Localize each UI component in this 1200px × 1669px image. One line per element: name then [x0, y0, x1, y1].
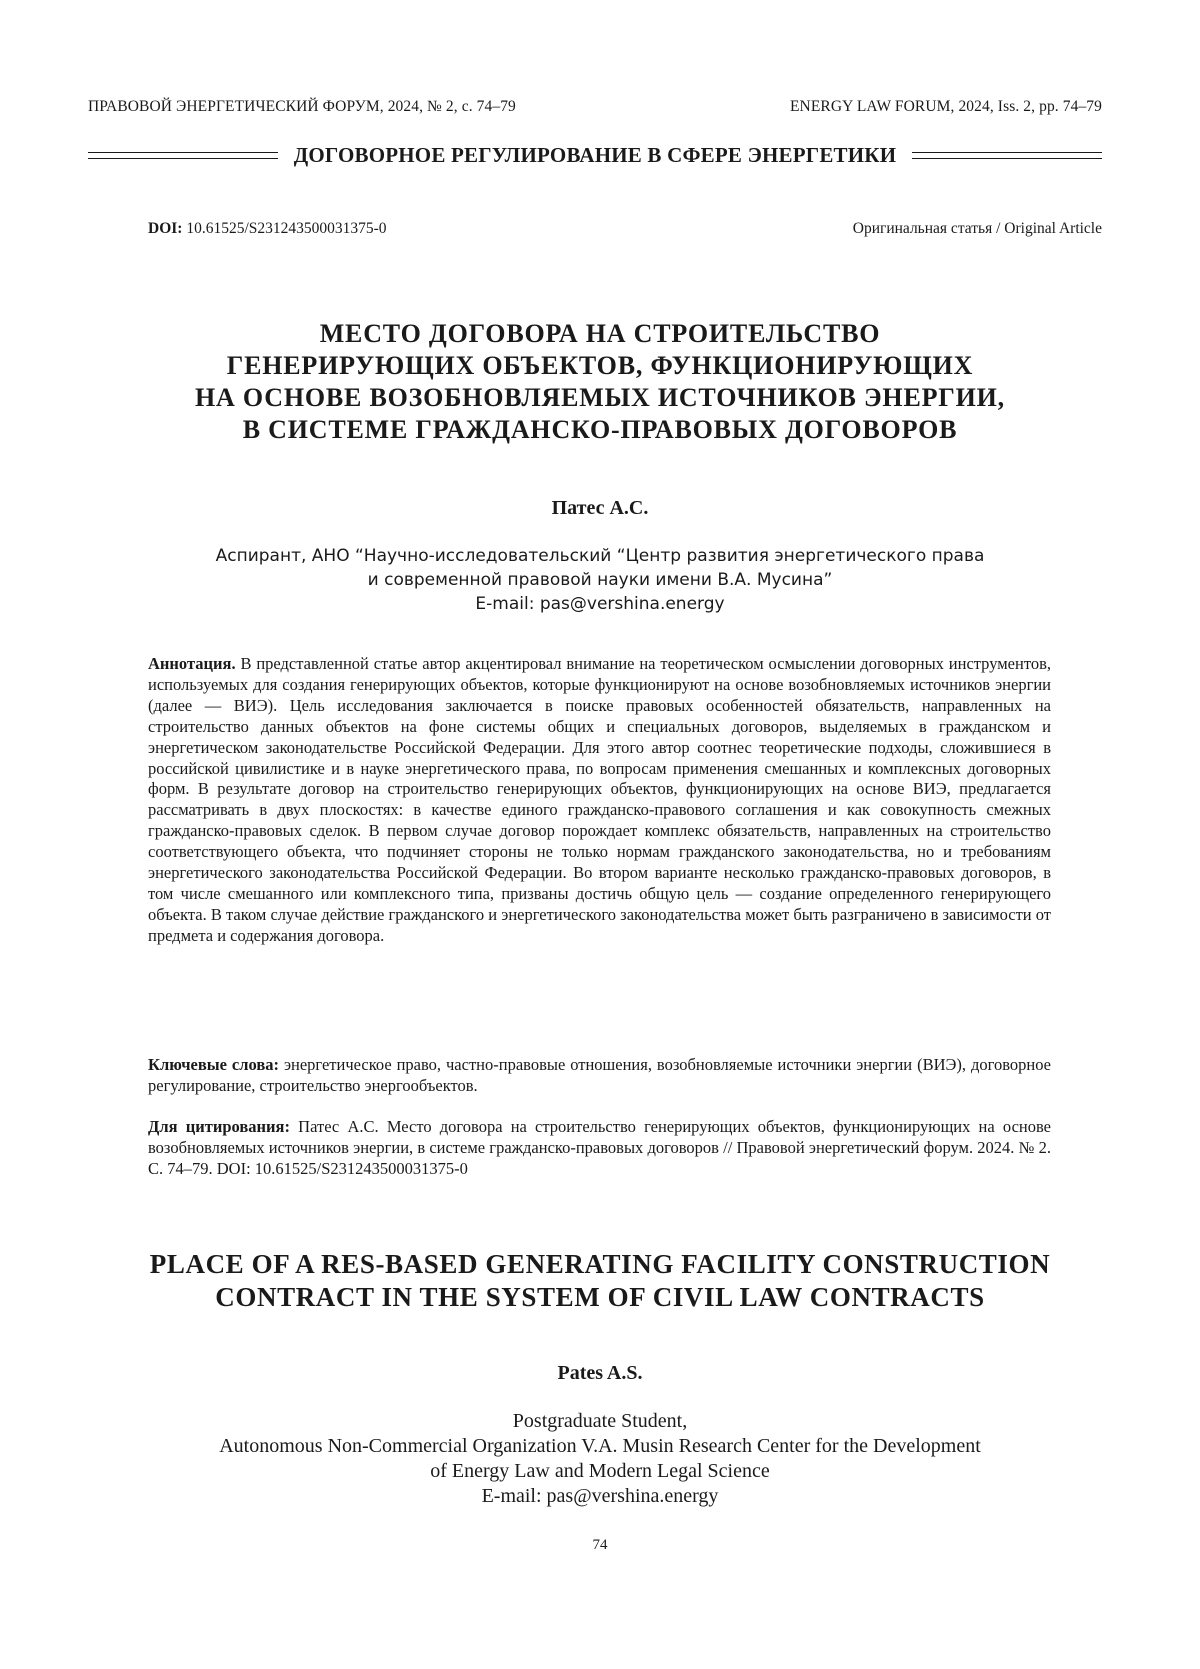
affiliation-en-line: of Energy Law and Modern Legal Science: [430, 1460, 770, 1482]
doi-value: 10.61525/S231243500031375-0: [186, 220, 387, 237]
citation-label: Для цитирования:: [148, 1117, 290, 1136]
citation-text: Патес А.С. Место договора на строительство генерирующих объектов, функционирующих на основе возобновляемых источников энергии, в системе гражданско-правовых договоров // Правовой энергетический форум. 2024. № 2. С. 74–79. DOI: 10.61525/S231243500031375-0: [148, 1117, 1051, 1178]
author-ru: Патес А.С.: [551, 497, 649, 519]
affiliation-ru-line: Аспирант, АНО “Научно-исследовательский “Центр развития энергетического права: [215, 546, 985, 566]
affiliation-en-line: Autonomous Non-Commercial Organization V.A. Musin Research Center for the Development: [219, 1435, 981, 1457]
banner-right-rule: [912, 152, 1102, 159]
title-ru-line: НА ОСНОВЕ ВОЗОБНОВЛЯЕМЫХ ИСТОЧНИКОВ ЭНЕРГИИ,: [195, 383, 1005, 412]
affiliation-ru-email: E-mail: pas@vershina.energy: [475, 594, 725, 614]
abstract: [148, 654, 1051, 947]
title-ru-line: МЕСТО ДОГОВОРА НА СТРОИТЕЛЬСТВО: [319, 319, 881, 348]
page-number: 74: [592, 1537, 608, 1553]
title-en-line: PLACE OF A RES-BASED GENERATING FACILITY CONSTRUCTION: [149, 1249, 1051, 1279]
keywords: [148, 1055, 1051, 1097]
banner-left-rule: [88, 152, 278, 159]
article-title-ru: [100, 318, 1100, 446]
doi: [148, 220, 387, 238]
affiliation-ru-line: и современной правовой науки имени В.А. Мусина”: [367, 570, 833, 590]
doi-row: [148, 220, 1102, 238]
title-ru-line: В СИСТЕМЕ ГРАЖДАНСКО-ПРАВОВЫХ ДОГОВОРОВ: [242, 415, 958, 444]
affiliation-en: [100, 1409, 1100, 1509]
keywords-label: Ключевые слова:: [148, 1055, 279, 1074]
abstract-text: В представленной статье автор акцентировал внимание на теоретическом осмыслении договорных инструментов, используемых для создания генерирующих объектов, которые функционируют на основе возобновляемых источников энергии (далее — ВИЭ). Цель исследования заключается в поиске правовых особенностей обязательств, направленных на строительство данных объектов на фоне системы общих и специальных договоров, выделяемых в гражданском и энергетическом законодательстве Российской Федерации. Для этого автор соотнес теоретические подходы, сложившиеся в российской цивилистике и в науке энергетического права, по вопросам применения смешанных и комплексных договорных форм. В результате договор на строительство генерирующих объектов, функционирующих на основе ВИЭ, предлагается рассматривать в двух плоскостях: в качестве единого гражданско-правового соглашения и как совокупность смежных гражданско-правовых сделок. В первом случае договор порождает комплекс обязательств, направленных на строительство соответствующего объекта, что подчиняет стороны не только нормам гражданского законодательства, но и требованиям энергетического законодательства Российской Федерации. Во втором варианте несколько гражданско-правовых договоров, в том числе смешанного или комплексного типа, призваны достичь общую цель — создание определенного генерирующего объекта. В таком случае действие гражданского и энергетического законодательства может быть разграничено в зависимости от предмета и содержания договора.: [148, 654, 1051, 945]
abstract-label: Аннотация.: [148, 654, 236, 673]
article-type: Оригинальная статья / Original Article: [852, 220, 1102, 237]
doi-label: DOI:: [148, 220, 183, 237]
running-header-ru: ПРАВОВОЙ ЭНЕРГЕТИЧЕСКИЙ ФОРУМ, 2024, № 2, с. 74–79: [88, 98, 516, 115]
affiliation-ru: [100, 544, 1100, 616]
article-title-en: [100, 1248, 1100, 1314]
running-header-en: ENERGY LAW FORUM, 2024, Iss. 2, pp. 74–79: [789, 98, 1102, 115]
title-en-line: CONTRACT IN THE SYSTEM OF CIVIL LAW CONTRACTS: [215, 1282, 985, 1312]
title-ru-line: ГЕНЕРИРУЮЩИХ ОБЪЕКТОВ, ФУНКЦИОНИРУЮЩИХ: [226, 351, 974, 380]
author-en: Pates A.S.: [557, 1362, 643, 1384]
section-banner: [88, 143, 1102, 168]
keywords-text: энергетическое право, частно-правовые отношения, возобновляемые источники энергии (ВИЭ), договорное регулирование, строительство энергообъектов.: [148, 1055, 1052, 1095]
affiliation-en-email: E-mail: pas@vershina.energy: [481, 1485, 719, 1507]
affiliation-en-line: Postgraduate Student,: [512, 1410, 688, 1432]
citation: [148, 1117, 1051, 1180]
running-header: [88, 98, 1102, 116]
section-title: ДОГОВОРНОЕ РЕГУЛИРОВАНИЕ В СФЕРЕ ЭНЕРГЕТИКИ: [293, 143, 897, 167]
